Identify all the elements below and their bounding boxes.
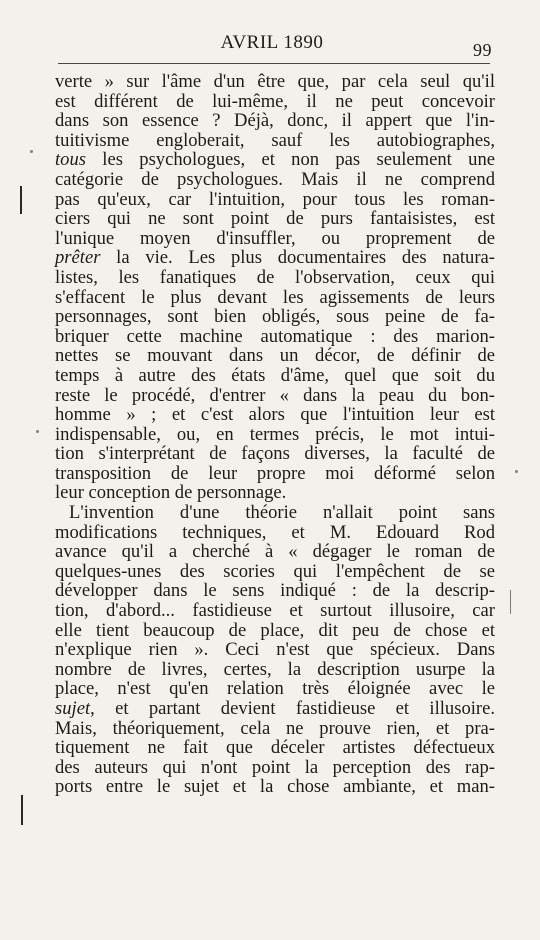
paragraph-start-line: L'invention d'une théorie n'allait point sans	[69, 502, 495, 524]
header-rule	[58, 63, 490, 64]
margin-pencil-mark	[20, 186, 22, 214]
text-line: nettes se mouvant dans un décor, de définir de	[55, 345, 495, 367]
text-line: pas qu'eux, car l'intuition, pour tous les roman-	[55, 188, 495, 210]
text-line: nombre de livres, certes, la description usurpe la	[55, 658, 495, 680]
text-line: catégorie de psychologues. Mais il ne comprend	[55, 168, 495, 190]
text-line: transposition de leur propre moi déformé selon	[55, 462, 495, 484]
running-head-title: AVRIL 1890	[220, 32, 324, 53]
text-line: verte » sur l'âme d'un être que, par cela seul qu'il	[55, 71, 495, 92]
text-line: listes, les fanatiques de l'observation, ceux qui	[55, 266, 495, 288]
text-line: modifications techniques, et M. Edouard Rod	[55, 521, 495, 543]
text-line: elle tient beaucoup de place, dit peu de chose et	[55, 619, 495, 641]
text-line: quelques-unes des scories qui l'empêchent de se	[55, 560, 495, 582]
paper-speck	[36, 430, 39, 433]
text-line: prêter la vie. Les plus documentaires des natura-	[55, 247, 495, 269]
text-line: briquer cette machine automatique : des marion-	[55, 325, 495, 347]
text-line: Mais, théoriquement, cela ne prouve rien, et pra-	[55, 717, 495, 739]
paper-speck	[515, 470, 518, 473]
margin-pencil-mark	[21, 795, 23, 825]
text-line: ports entre le sujet et la chose ambiante, et man-	[55, 776, 495, 798]
text-line: place, n'est qu'en relation très éloignée avec le	[55, 678, 495, 700]
running-head	[52, 26, 492, 60]
text-line: s'effacent le plus devant les agissements de leurs	[55, 286, 495, 308]
text-line: tuitivisme engloberait, sauf les autobiographes,	[55, 129, 495, 151]
body-text	[55, 72, 495, 797]
text-line: tion s'interprétant de façons diverses, la faculté de	[55, 443, 495, 465]
text-line: avance qu'il a cherché à « dégager le roman de	[55, 541, 495, 563]
margin-pencil-mark	[510, 590, 511, 614]
page-number: 99	[473, 40, 492, 60]
text-line: personnages, sont bien obligés, sous peine de fa-	[55, 306, 495, 328]
text-line: l'unique moyen d'insuffler, ou proprement de	[55, 227, 495, 249]
text-line: indispensable, ou, en termes précis, le mot intui-	[55, 423, 495, 445]
text-line: homme » ; et c'est alors que l'intuition leur est	[55, 404, 495, 426]
text-line: tion, d'abord... fastidieuse et surtout illusoire, car	[55, 600, 495, 622]
text-line: n'explique rien ». Ceci n'est que spécieux. Dans	[55, 639, 495, 661]
text-line: tiquement ne fait que déceler artistes défectueux	[55, 737, 495, 759]
text-line: sujet, et partant devient fastidieuse et illusoire.	[55, 698, 495, 719]
text-line: reste le procédé, d'entrer « dans la peau du bon-	[55, 384, 495, 406]
text-line: tous les psychologues, et non pas seulement une	[55, 149, 495, 171]
text-line: temps à autre des états d'âme, quel que soit du	[55, 364, 495, 386]
paragraph-end-line: leur conception de personnage.	[55, 482, 287, 504]
paper-speck	[30, 150, 33, 153]
text-line: ciers qui ne sont point de purs fantaisistes, est	[55, 208, 495, 230]
text-line: est différent de lui-même, il ne peut concevoir	[55, 90, 495, 112]
text-line: des auteurs qui n'ont point la perception des rap-	[55, 756, 495, 778]
text-line: dans son essence ? Déjà, donc, il appert que l'in-	[55, 110, 495, 132]
text-line: développer dans le sens indiqué : de la descrip-	[55, 580, 495, 602]
